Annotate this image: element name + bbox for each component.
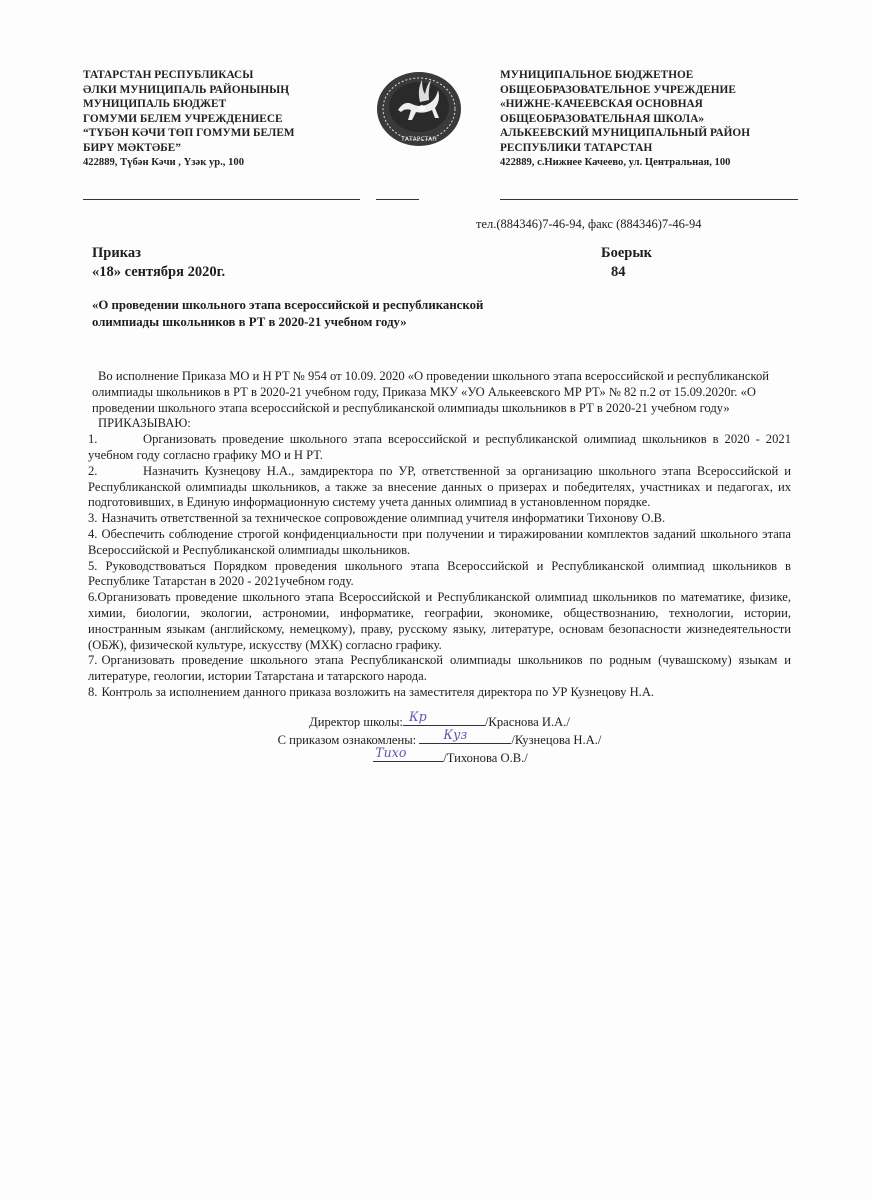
- item-number: 7.: [88, 653, 98, 668]
- header-line: «НИЖНЕ-КАЧЕЕВСКАЯ ОСНОВНАЯ: [500, 98, 703, 111]
- order-heading-left: [92, 244, 225, 282]
- order-date: «18» сентября 2020г.: [92, 264, 226, 280]
- order-item: [88, 511, 791, 527]
- person-name: /Тихонова О.В./: [443, 750, 528, 765]
- header-divider: [83, 199, 360, 200]
- header-line: МУНИЦИПАЛЬНОЕ БЮДЖЕТНОЕ: [500, 69, 694, 81]
- handwritten-signature: Кр: [408, 708, 427, 724]
- order-item: [88, 527, 791, 559]
- item-number: 6.: [88, 590, 98, 605]
- order-number: 84: [611, 264, 626, 280]
- order-item: [88, 464, 791, 511]
- header-line: “ТҮБӘН КӘЧИ ТӨП ГОМУМИ БЕЛЕМ: [83, 127, 295, 140]
- order-body: [88, 369, 791, 767]
- item-text: Руководствоваться Порядком проведения школьного этапа Всероссийской и Республиканской олимпиад школьников в Республике Татарстан в 2020 - 2021учебном году.: [88, 558, 791, 589]
- order-item: [88, 653, 791, 685]
- header-line: ОБЩЕОБРАЗОВАТЕЛЬНОЕ УЧРЕЖДЕНИЕ: [500, 83, 736, 96]
- header-divider: [500, 199, 798, 200]
- order-label-tatar: Боерык: [601, 245, 653, 261]
- header-line: ТАТАРСТАН РЕСПУБЛИКАСЫ: [83, 69, 254, 81]
- tatarstan-emblem-icon: [376, 70, 462, 148]
- svg-text:ТАТАРСТАН: ТАТАРСТАН: [401, 136, 437, 143]
- title-line: «О проведении школьного этапа всероссийской и республиканской: [92, 298, 484, 312]
- header-line: ӘЛКИ МУНИЦИПАЛЬ РАЙОНЫНЫҢ: [83, 83, 290, 96]
- intro: [88, 369, 791, 432]
- header-divider: [376, 199, 419, 200]
- header-left-tatar: [83, 68, 295, 170]
- intro-paragraph: Во исполнение Приказа МО и Н РТ № 954 от 10.09. 2020 «О проведении школьного этапа всероссийской и республиканской олимпиады школьников в РТ в 2020-21 учебном году, Приказа МКУ «УО Алькеевского МР РТ» № 82 п.2 от 15.09.2020г. «О проведении школьного этапа всероссийской и республиканской олимпиады школьников в РТ в 2020-21 учебном году»: [92, 369, 769, 415]
- order-heading-right: [601, 244, 652, 282]
- item-number: 4.: [88, 526, 98, 541]
- header-line: ГОМУМИ БЕЛЕМ УЧРЕЖДЕНИЕСЕ: [83, 112, 283, 125]
- item-text: Назначить ответственной за техническое сопровождение олимпиад учителя информатики Тихонову О.В.: [101, 511, 666, 526]
- acquainted-row: [88, 744, 791, 767]
- header-address: 422889, с.Нижнее Качеево, ул. Центральная, 100: [500, 156, 731, 168]
- item-number: 8.: [88, 684, 98, 699]
- command: ПРИКАЗЫВАЮ:: [98, 416, 191, 431]
- person-name: /Кузнецова Н.А./: [511, 732, 602, 747]
- order-item: [88, 432, 791, 464]
- signatures: [88, 708, 791, 767]
- handwritten-signature: Тихо: [375, 744, 407, 760]
- header-line: БИРҮ МӘКТӘБЕ”: [83, 141, 181, 154]
- title-line: олимпиады школьников в РТ в 2020-21 учебном году»: [92, 315, 407, 329]
- acquainted-label: С приказом ознакомлены:: [277, 732, 417, 747]
- order-item: [88, 685, 791, 701]
- header-line: МУНИЦИПАЛЬ БЮДЖЕТ: [83, 98, 227, 111]
- item-text: Назначить Кузнецову Н.А., замдиректора по УР, ответственной за организацию школьного этапа Всероссийской и Республиканской олимпиады школьников, а также за внесение данных о призерах и победителях, участниках и педагогах, их подготовивших, в Единую информационную систему учета данных олимпиад в установленном порядке.: [88, 463, 791, 510]
- director-name: /Краснова И.А./: [484, 714, 570, 729]
- acquainted-row: [88, 726, 791, 749]
- header-address: 422889, Түбән Кәчи , Үзәк ур., 100: [83, 156, 244, 168]
- header-line: РЕСПУБЛИКИ ТАТАРСТАН: [500, 141, 653, 154]
- item-text: Контроль за исполнением данного приказа возложить на заместителя директора по УР Кузнецову Н.А.: [101, 684, 655, 699]
- header-right-russian: [500, 68, 750, 170]
- item-text: Организовать проведение школьного этапа Республиканской олимпиады школьников по родным (чувашскому) языкам и литературе, геологии, истории Татарстана и татарского народа.: [88, 653, 791, 684]
- order-label: Приказ: [92, 245, 141, 261]
- header-line: ОБЩЕОБРАЗОВАТЕЛЬНАЯ ШКОЛА»: [500, 112, 705, 125]
- order-title: [92, 297, 483, 331]
- order-item: [88, 590, 791, 653]
- order-items: [88, 432, 791, 701]
- item-number: 3.: [88, 511, 98, 526]
- item-number: 5.: [88, 558, 98, 573]
- director-label: Директор школы:: [309, 714, 403, 729]
- signature-line: [373, 744, 443, 762]
- signature-line: [403, 708, 485, 726]
- signature-line: [419, 726, 511, 744]
- item-text: Организовать проведение школьного этапа Всероссийской и Республиканской олимпиад школьников по математике, физике, химии, биологии, экологии, астрономии, информатике, географии, экономике, обществознанию, технологии, истории, иностранным языкам (английскому, немецкому), праву, русскому языку, литературе, основам безопасности жизнедеятельности (ОБЖ), физической культуре, искусству (МХК) согласно графику.: [88, 590, 791, 652]
- order-item: [88, 559, 791, 591]
- item-text: Обеспечить соблюдение строгой конфиденциальности при получении и тиражировании комплектов заданий школьного этапа Всероссийской и Республиканской олимпиады школьников.: [88, 526, 791, 557]
- item-number: 1.: [88, 432, 98, 447]
- director-signature-row: [88, 708, 791, 731]
- header-line: АЛЬКЕЕВСКИЙ МУНИЦИПАЛЬНЫЙ РАЙОН: [500, 127, 750, 140]
- handwritten-signature: Куз: [443, 726, 468, 742]
- item-number: 2.: [88, 463, 98, 478]
- item-text: Организовать проведение школьного этапа всероссийской и республиканской олимпиад школьников в 2020 - 2021 учебном году согласно графику МО и Н РТ.: [88, 432, 791, 462]
- contacts: тел.(884346)7-46-94, факс (884346)7-46-94: [476, 217, 702, 231]
